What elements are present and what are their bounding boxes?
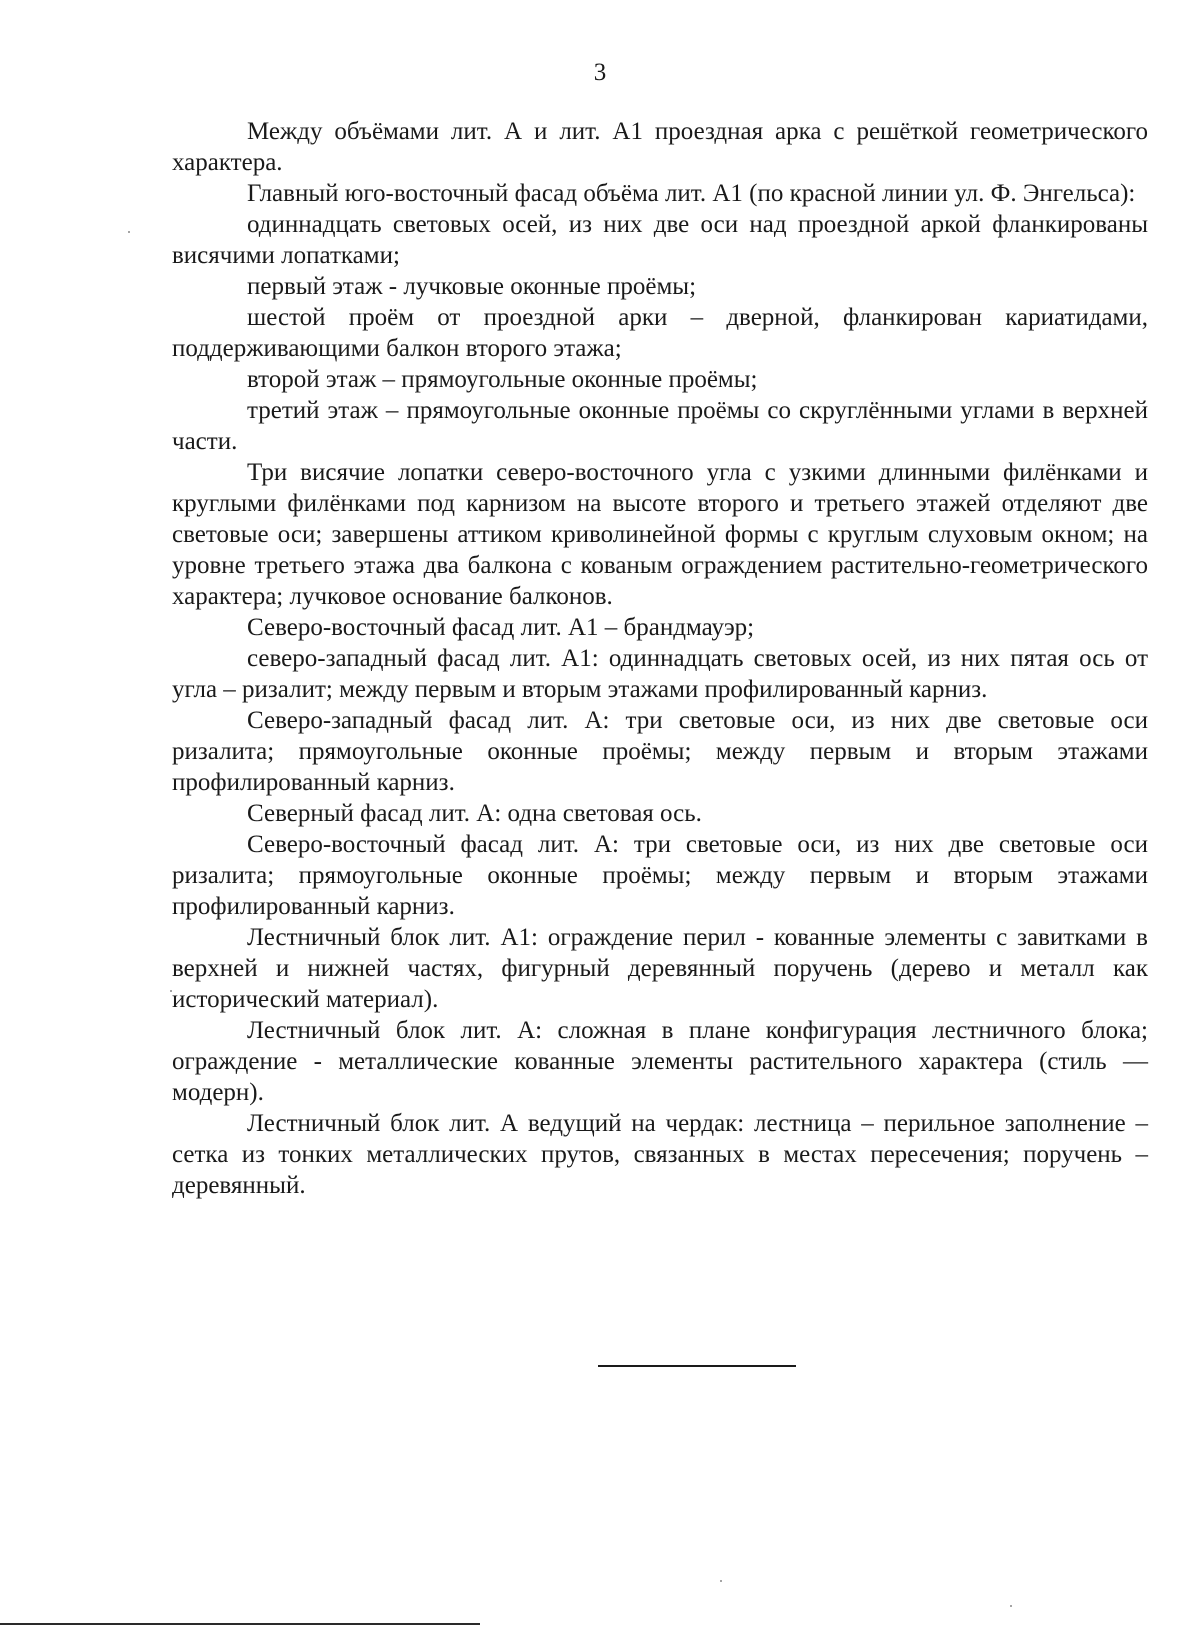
paragraph-second-floor: второй этаж – прямоугольные оконные проёмы;	[247, 366, 758, 393]
scan-edge-line	[0, 1623, 480, 1625]
scan-speck	[128, 231, 130, 233]
paragraph-nw-facade-a1: северо-западный фасад лит. А1: одиннадцать световых осей, из них пятая ось от угла – ризалит; между первым и вторым этажами профилированный карниз.	[172, 645, 1148, 703]
paragraph-ne-facade-a: Северо-восточный фасад лит. А: три световые оси, из них две световые оси ризалита; прямоугольные оконные проёмы; между первым и вторым этажами профилированный карниз.	[172, 831, 1148, 920]
page-number: 3	[593, 59, 607, 86]
paragraph-arch: Между объёмами лит. А и лит. А1 проездная арка с решёткой геометрического характера.	[172, 118, 1148, 176]
end-rule	[598, 1365, 796, 1367]
scan-speck	[170, 990, 172, 992]
paragraph-sixth-opening: шестой проём от проездной арки – дверной, фланкирован кариатидами, поддерживающими балкон второго этажа;	[172, 304, 1148, 362]
paragraph-third-floor: третий этаж – прямоугольные оконные проёмы со скруглёнными углами в верхней части.	[172, 397, 1148, 455]
paragraph-ne-facade-a1: Северо-восточный фасад лит. А1 – брандмауэр;	[247, 614, 755, 641]
scan-speck	[720, 1580, 722, 1582]
paragraph-attic-staircase: Лестничный блок лит. А ведущий на чердак: лестница – перильное заполнение – сетка из тонких металлических прутов, связанных в местах пересечения; поручень – деревянный.	[172, 1110, 1148, 1199]
paragraph-light-axes: одиннадцать световых осей, из них две оси над проездной аркой фланкированы висячими лопатками;	[172, 211, 1148, 269]
paragraph-staircase-a1: Лестничный блок лит. А1: ограждение перил - кованные элементы с завитками в верхней и нижней частях, фигурный деревянный поручень (дерево и металл как исторический материал).	[172, 924, 1148, 1013]
scan-speck	[1010, 1605, 1012, 1607]
paragraph-main-facade: Главный юго-восточный фасад объёма лит. А1 (по красной линии ул. Ф. Энгельса):	[247, 180, 1136, 207]
paragraph-nw-facade-a: Северо-западный фасад лит. А: три световые оси, из них две световые оси ризалита; прямоугольные оконные проёмы; между первым и вторым этажами профилированный карниз.	[172, 707, 1148, 796]
paragraph-staircase-a: Лестничный блок лит. А: сложная в плане конфигурация лестничного блока; ограждение - металлические кованные элементы растительного характера (стиль — модерн).	[172, 1017, 1148, 1106]
paragraph-first-floor: первый этаж - лучковые оконные проёмы;	[247, 273, 697, 300]
paragraph-north-facade-a: Северный фасад лит. А: одна световая ось.	[247, 800, 702, 827]
paragraph-pilasters: Три висячие лопатки северо-восточного угла с узкими длинными филёнками и круглыми филёнками под карнизом на высоте второго и третьего этажей отделяют две световые оси; завершены аттиком криволинейной формы с круглым слуховым окном; на уровне третьего этажа два балкона с кованым ограждением растительно-геометрического характера; лучковое основание балконов.	[172, 459, 1148, 610]
document-body	[172, 116, 1148, 1201]
